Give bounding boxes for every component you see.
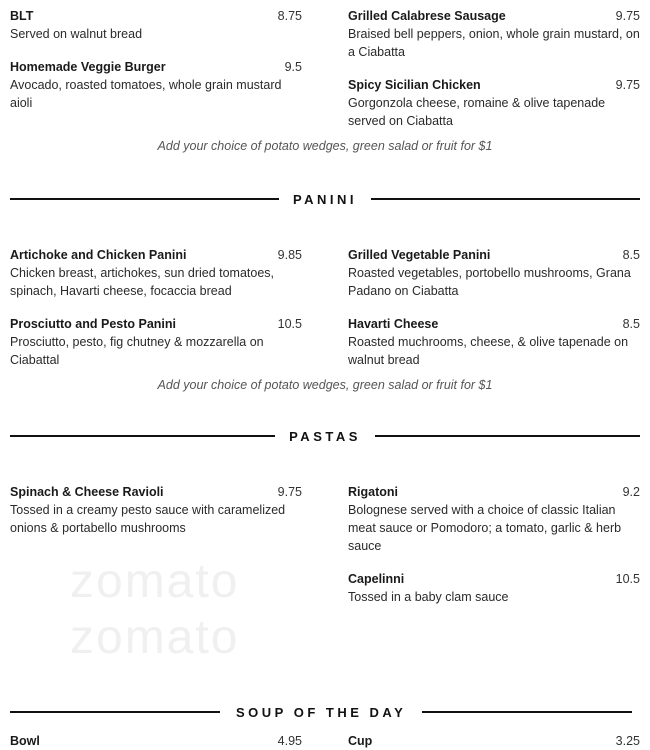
item-name: Rigatoni: [348, 485, 398, 499]
right-column: [348, 7, 640, 130]
item-name: Grilled Calabrese Sausage: [348, 9, 506, 23]
item-description: Roasted muchrooms, cheese, & olive tapenade on walnut bread: [348, 335, 629, 367]
menu-item: [348, 7, 640, 61]
menu-item: [348, 570, 640, 606]
item-price: 10.5: [277, 317, 302, 331]
menu-item: [10, 7, 302, 43]
section-title: PASTAS: [289, 428, 361, 444]
section-pastas: [10, 427, 640, 664]
right-column: [348, 732, 640, 750]
item-price: 8.5: [622, 317, 640, 331]
item-description: Chicken breast, artichokes, sun dried tomatoes, spinach, Havarti cheese, focaccia bread: [10, 266, 275, 298]
item-name: Bowl: [10, 734, 40, 748]
item-description: Avocado, roasted tomatoes, whole grain mustard aioli: [10, 78, 282, 110]
item-description: Braised bell peppers, onion, whole grain mustard, on a Ciabatta: [348, 27, 640, 59]
item-name: Grilled Vegetable Panini: [348, 248, 491, 262]
left-column: [10, 732, 302, 750]
item-price: 8.75: [277, 9, 302, 23]
section-heading-soup: [10, 703, 640, 721]
item-columns: [10, 7, 640, 130]
divider: [422, 711, 632, 713]
section-soup: [10, 703, 640, 750]
item-price: 9.75: [277, 485, 302, 499]
menu-item: [10, 315, 302, 369]
watermark: zomato: [70, 611, 240, 664]
menu-item: [348, 732, 640, 750]
item-description: Tossed in a baby clam sauce: [348, 590, 509, 604]
item-price: 4.95: [277, 734, 302, 748]
item-description: Tossed in a creamy pesto sauce with caramelized onions & portabello mushrooms: [10, 503, 286, 535]
section-title: SOUP OF THE DAY: [236, 704, 407, 720]
item-name: Prosciutto and Pesto Panini: [10, 317, 176, 331]
item-name: Havarti Cheese: [348, 317, 439, 331]
menu-item: [348, 246, 640, 300]
item-columns: [10, 483, 640, 664]
item-price: 9.75: [615, 9, 640, 23]
menu-item: [348, 76, 640, 130]
item-price: 9.2: [622, 485, 640, 499]
item-description: Gorgonzola cheese, romaine & olive tapenade served on Ciabatta: [348, 96, 606, 128]
item-columns: [10, 246, 640, 369]
item-name: Spinach & Cheese Ravioli: [10, 485, 164, 499]
section-panini: [10, 190, 640, 394]
item-name: Homemade Veggie Burger: [10, 60, 166, 74]
item-columns: [10, 732, 640, 750]
item-description: Roasted vegetables, portobello mushrooms, Grana Padano on Ciabatta: [348, 266, 631, 298]
item-name: Cup: [348, 734, 373, 748]
menu-item: [10, 732, 302, 750]
item-name: Artichoke and Chicken Panini: [10, 248, 187, 262]
section-sandwiches: [10, 7, 640, 155]
item-description: Bolognese served with a choice of classic Italian meat sauce or Pomodoro; a tomato, garlic & herb sauce: [348, 503, 622, 553]
item-price: 9.5: [284, 60, 302, 74]
left-column: [10, 246, 302, 369]
divider: [371, 198, 640, 200]
item-name: Spicy Sicilian Chicken: [348, 78, 481, 92]
menu-item: [348, 483, 640, 555]
divider: [10, 198, 279, 200]
item-price: 9.85: [277, 248, 302, 262]
menu-item: [10, 246, 302, 300]
section-heading-panini: [10, 190, 640, 208]
menu-item: [10, 58, 302, 112]
side-choice-note: Add your choice of potato wedges, green salad or fruit for $1: [157, 378, 493, 392]
item-description: Served on walnut bread: [10, 27, 143, 41]
item-price: 3.25: [615, 734, 640, 748]
side-choice-note: Add your choice of potato wedges, green salad or fruit for $1: [157, 139, 493, 153]
item-price: 8.5: [622, 248, 640, 262]
watermark: zomato: [70, 555, 240, 608]
left-column: [10, 483, 302, 664]
divider: [10, 711, 220, 713]
right-column: [348, 246, 640, 369]
right-column: [348, 483, 640, 606]
menu-item: [10, 483, 302, 537]
item-description: Prosciutto, pesto, fig chutney & mozzarella on Ciabattal: [10, 335, 264, 367]
divider: [375, 435, 640, 437]
item-price: 9.75: [615, 78, 640, 92]
divider: [10, 435, 275, 437]
menu-item: [348, 315, 640, 369]
item-name: BLT: [10, 9, 34, 23]
item-price: 10.5: [615, 572, 640, 586]
section-title: PANINI: [292, 191, 358, 207]
item-name: Capelinni: [348, 572, 405, 586]
section-heading-pastas: [10, 427, 640, 445]
left-column: [10, 7, 302, 112]
